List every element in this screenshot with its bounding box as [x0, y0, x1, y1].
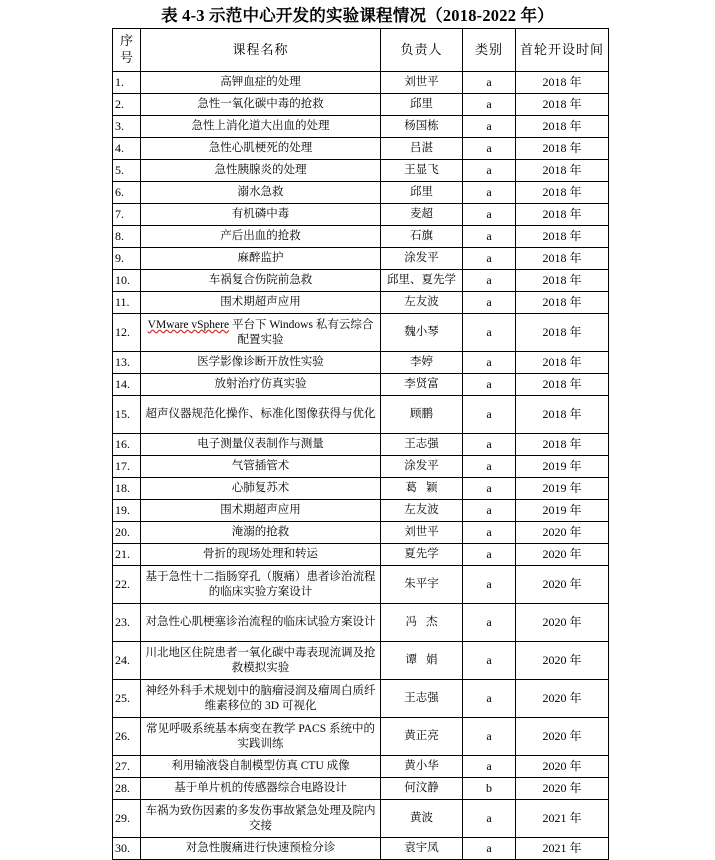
- cell-sequence-number: 25.: [113, 680, 141, 718]
- cell-first-year: 2018 年: [516, 226, 609, 248]
- cell-category: a: [463, 522, 516, 544]
- cell-category: a: [463, 374, 516, 396]
- table-row: [113, 838, 609, 860]
- cell-sequence-number: 7.: [113, 204, 141, 226]
- cell-course-name: [141, 314, 381, 352]
- cell-course-name: 急性上消化道大出血的处理: [141, 116, 381, 138]
- table-row: [113, 778, 609, 800]
- owner-name-spaced: 谭娟: [405, 654, 447, 667]
- cell-sequence-number: 3.: [113, 116, 141, 138]
- cell-sequence-number: 8.: [113, 226, 141, 248]
- cell-category: a: [463, 94, 516, 116]
- cell-owner: 王志强: [381, 434, 463, 456]
- cell-owner: 王志强: [381, 680, 463, 718]
- table-row: [113, 434, 609, 456]
- cell-first-year: 2018 年: [516, 374, 609, 396]
- cell-first-year: 2019 年: [516, 456, 609, 478]
- cell-owner: 黄波: [381, 800, 463, 838]
- cell-category: a: [463, 838, 516, 860]
- cell-sequence-number: 5.: [113, 160, 141, 182]
- cell-category: a: [463, 544, 516, 566]
- cell-sequence-number: 20.: [113, 522, 141, 544]
- table-row: [113, 138, 609, 160]
- cell-first-year: 2020 年: [516, 522, 609, 544]
- column-header-first-year: 首轮开设时间: [516, 29, 609, 72]
- cell-course-name: 气管插管术: [141, 456, 381, 478]
- column-header-category: 类别: [463, 29, 516, 72]
- cell-category: a: [463, 756, 516, 778]
- cell-course-name: 心肺复苏术: [141, 478, 381, 500]
- cell-first-year: 2020 年: [516, 718, 609, 756]
- table-row: [113, 116, 609, 138]
- cell-category: a: [463, 160, 516, 182]
- cell-owner: 邱里、夏先学: [381, 270, 463, 292]
- cell-owner: 麦超: [381, 204, 463, 226]
- table-row: [113, 226, 609, 248]
- cell-sequence-number: 26.: [113, 718, 141, 756]
- cell-sequence-number: 23.: [113, 604, 141, 642]
- cell-course-name: 常见呼吸系统基本病变在教学 PACS 系统中的实践训练: [141, 718, 381, 756]
- table-row: [113, 756, 609, 778]
- cell-sequence-number: 18.: [113, 478, 141, 500]
- table-row: [113, 374, 609, 396]
- cell-category: a: [463, 478, 516, 500]
- cell-owner: 刘世平: [381, 522, 463, 544]
- cell-course-name: 车祸复合伤院前急救: [141, 270, 381, 292]
- cell-owner: 涂发平: [381, 456, 463, 478]
- cell-owner: 何汶静: [381, 778, 463, 800]
- cell-first-year: 2018 年: [516, 248, 609, 270]
- table-row: [113, 292, 609, 314]
- cell-category: b: [463, 778, 516, 800]
- cell-category: a: [463, 396, 516, 434]
- cell-course-name: 溺水急救: [141, 182, 381, 204]
- cell-first-year: 2018 年: [516, 352, 609, 374]
- cell-first-year: 2018 年: [516, 160, 609, 182]
- header-seq-line1: 序: [119, 33, 133, 49]
- cell-owner: 左友波: [381, 292, 463, 314]
- cell-course-name: 高钾血症的处理: [141, 72, 381, 94]
- cell-category: a: [463, 456, 516, 478]
- cell-first-year: 2018 年: [516, 72, 609, 94]
- table-row: [113, 314, 609, 352]
- cell-owner: 吕湛: [381, 138, 463, 160]
- cell-sequence-number: 12.: [113, 314, 141, 352]
- cell-course-name: 急性一氧化碳中毒的抢救: [141, 94, 381, 116]
- cell-first-year: 2018 年: [516, 182, 609, 204]
- cell-first-year: 2020 年: [516, 680, 609, 718]
- cell-owner: 朱平宇: [381, 566, 463, 604]
- cell-course-name: 围术期超声应用: [141, 292, 381, 314]
- table-row: [113, 182, 609, 204]
- cell-first-year: 2018 年: [516, 292, 609, 314]
- cell-sequence-number: 30.: [113, 838, 141, 860]
- owner-name-spaced: 葛颖: [405, 482, 447, 495]
- table-row: [113, 396, 609, 434]
- cell-first-year: 2021 年: [516, 838, 609, 860]
- table-row: [113, 718, 609, 756]
- cell-owner: 邱里: [381, 94, 463, 116]
- cell-sequence-number: 21.: [113, 544, 141, 566]
- page-title: 表 4-3 示范中心开发的实验课程情况（2018-2022 年）: [161, 6, 554, 25]
- cell-first-year: 2018 年: [516, 94, 609, 116]
- cell-course-name: 麻醉监护: [141, 248, 381, 270]
- cell-category: a: [463, 500, 516, 522]
- column-header-owner: 负责人: [381, 29, 463, 72]
- cell-category: a: [463, 604, 516, 642]
- column-header-course-name: 课程名称: [141, 29, 381, 72]
- cell-owner: 魏小琴: [381, 314, 463, 352]
- cell-category: a: [463, 72, 516, 94]
- cell-category: a: [463, 718, 516, 756]
- cell-course-name: 产后出血的抢救: [141, 226, 381, 248]
- table-row: [113, 604, 609, 642]
- cell-category: a: [463, 434, 516, 456]
- cell-category: a: [463, 138, 516, 160]
- cell-course-name: 川北地区住院患者一氧化碳中毒表现流调及抢救模拟实验: [141, 642, 381, 680]
- cell-owner: 石旗: [381, 226, 463, 248]
- cell-first-year: 2020 年: [516, 544, 609, 566]
- cell-course-name: 电子测量仪表制作与测量: [141, 434, 381, 456]
- cell-first-year: 2021 年: [516, 800, 609, 838]
- cell-category: a: [463, 270, 516, 292]
- table-row: [113, 72, 609, 94]
- cell-sequence-number: 6.: [113, 182, 141, 204]
- cell-course-name: 利用输液袋自制模型仿真 CTU 成像: [141, 756, 381, 778]
- table-row: [113, 94, 609, 116]
- cell-category: a: [463, 800, 516, 838]
- cell-category: a: [463, 204, 516, 226]
- cell-first-year: 2018 年: [516, 138, 609, 160]
- cell-owner: 袁宇凤: [381, 838, 463, 860]
- cell-owner: 黄正亮: [381, 718, 463, 756]
- cell-first-year: 2020 年: [516, 778, 609, 800]
- cell-sequence-number: 22.: [113, 566, 141, 604]
- cell-course-name: 淹溺的抢救: [141, 522, 381, 544]
- cell-first-year: 2018 年: [516, 396, 609, 434]
- table-row: [113, 544, 609, 566]
- cell-first-year: 2020 年: [516, 756, 609, 778]
- cell-first-year: 2020 年: [516, 566, 609, 604]
- cell-course-name: 对急性心肌梗塞诊治流程的临床试验方案设计: [141, 604, 381, 642]
- cell-sequence-number: 15.: [113, 396, 141, 434]
- cell-course-name: 放射治疗仿真实验: [141, 374, 381, 396]
- cell-first-year: 2019 年: [516, 478, 609, 500]
- cell-course-name: 对急性腹痛进行快速预检分诊: [141, 838, 381, 860]
- cell-sequence-number: 24.: [113, 642, 141, 680]
- cell-category: a: [463, 226, 516, 248]
- table-row: [113, 522, 609, 544]
- cell-course-name: 基于单片机的传感器综合电路设计: [141, 778, 381, 800]
- cell-first-year: 2018 年: [516, 270, 609, 292]
- table-row: [113, 204, 609, 226]
- cell-category: a: [463, 642, 516, 680]
- table-row: [113, 478, 609, 500]
- cell-first-year: 2018 年: [516, 116, 609, 138]
- spellcheck-underlined-text: VMware vSphere: [147, 318, 230, 331]
- course-name-remainder: 平台下 Windows 私有云综合配置实验: [229, 318, 374, 346]
- cell-owner: 杨国栋: [381, 116, 463, 138]
- cell-course-name: 车祸为致伤因素的多发伤事故紧急处理及院内交接: [141, 800, 381, 838]
- cell-sequence-number: 2.: [113, 94, 141, 116]
- cell-course-name: 急性胰腺炎的处理: [141, 160, 381, 182]
- table-row: [113, 500, 609, 522]
- cell-owner: 涂发平: [381, 248, 463, 270]
- cell-owner: [381, 642, 463, 680]
- cell-first-year: 2018 年: [516, 314, 609, 352]
- cell-owner: 李贤富: [381, 374, 463, 396]
- cell-course-name: 围术期超声应用: [141, 500, 381, 522]
- course-table: [112, 28, 609, 860]
- cell-owner: [381, 478, 463, 500]
- table-body: [113, 72, 609, 860]
- table-row: [113, 456, 609, 478]
- table-header: [113, 29, 609, 72]
- cell-course-name: 神经外科手术规划中的脑瘤浸润及瘤周白质纤维素移位的 3D 可视化: [141, 680, 381, 718]
- cell-category: a: [463, 314, 516, 352]
- cell-course-name: 骨折的现场处理和转运: [141, 544, 381, 566]
- cell-sequence-number: 9.: [113, 248, 141, 270]
- cell-category: a: [463, 182, 516, 204]
- cell-category: a: [463, 116, 516, 138]
- cell-course-name: 有机磷中毒: [141, 204, 381, 226]
- cell-sequence-number: 10.: [113, 270, 141, 292]
- cell-course-name: 医学影像诊断开放性实验: [141, 352, 381, 374]
- cell-first-year: 2018 年: [516, 204, 609, 226]
- table-row: [113, 270, 609, 292]
- table-row: [113, 248, 609, 270]
- cell-category: a: [463, 292, 516, 314]
- cell-first-year: 2020 年: [516, 604, 609, 642]
- cell-owner: 刘世平: [381, 72, 463, 94]
- table-row: [113, 800, 609, 838]
- cell-sequence-number: 17.: [113, 456, 141, 478]
- header-row: [113, 29, 609, 72]
- cell-sequence-number: 16.: [113, 434, 141, 456]
- cell-first-year: 2020 年: [516, 642, 609, 680]
- table-row: [113, 566, 609, 604]
- cell-category: a: [463, 680, 516, 718]
- cell-course-name: 超声仪器规范化操作、标准化图像获得与优化: [141, 396, 381, 434]
- cell-sequence-number: 14.: [113, 374, 141, 396]
- cell-sequence-number: 19.: [113, 500, 141, 522]
- cell-sequence-number: 27.: [113, 756, 141, 778]
- cell-sequence-number: 4.: [113, 138, 141, 160]
- column-header-seq: [113, 29, 141, 72]
- cell-course-name: 基于急性十二指肠穿孔（腹痛）患者诊治流程的临床实验方案设计: [141, 566, 381, 604]
- cell-sequence-number: 11.: [113, 292, 141, 314]
- cell-category: a: [463, 352, 516, 374]
- cell-owner: 顾鹏: [381, 396, 463, 434]
- cell-owner: 李婷: [381, 352, 463, 374]
- owner-name-spaced: 冯杰: [405, 616, 447, 629]
- cell-course-name: 急性心肌梗死的处理: [141, 138, 381, 160]
- cell-sequence-number: 29.: [113, 800, 141, 838]
- cell-sequence-number: 28.: [113, 778, 141, 800]
- cell-owner: 黄小华: [381, 756, 463, 778]
- cell-owner: 王显飞: [381, 160, 463, 182]
- table-row: [113, 680, 609, 718]
- cell-owner: [381, 604, 463, 642]
- table-row: [113, 642, 609, 680]
- cell-sequence-number: 1.: [113, 72, 141, 94]
- cell-owner: 左友波: [381, 500, 463, 522]
- table-row: [113, 160, 609, 182]
- table-container: [112, 28, 608, 860]
- cell-category: a: [463, 248, 516, 270]
- cell-category: a: [463, 566, 516, 604]
- header-seq-line2: 号: [119, 50, 133, 65]
- cell-first-year: 2019 年: [516, 500, 609, 522]
- cell-owner: 邱里: [381, 182, 463, 204]
- cell-sequence-number: 13.: [113, 352, 141, 374]
- table-row: [113, 352, 609, 374]
- cell-owner: 夏先学: [381, 544, 463, 566]
- cell-first-year: 2018 年: [516, 434, 609, 456]
